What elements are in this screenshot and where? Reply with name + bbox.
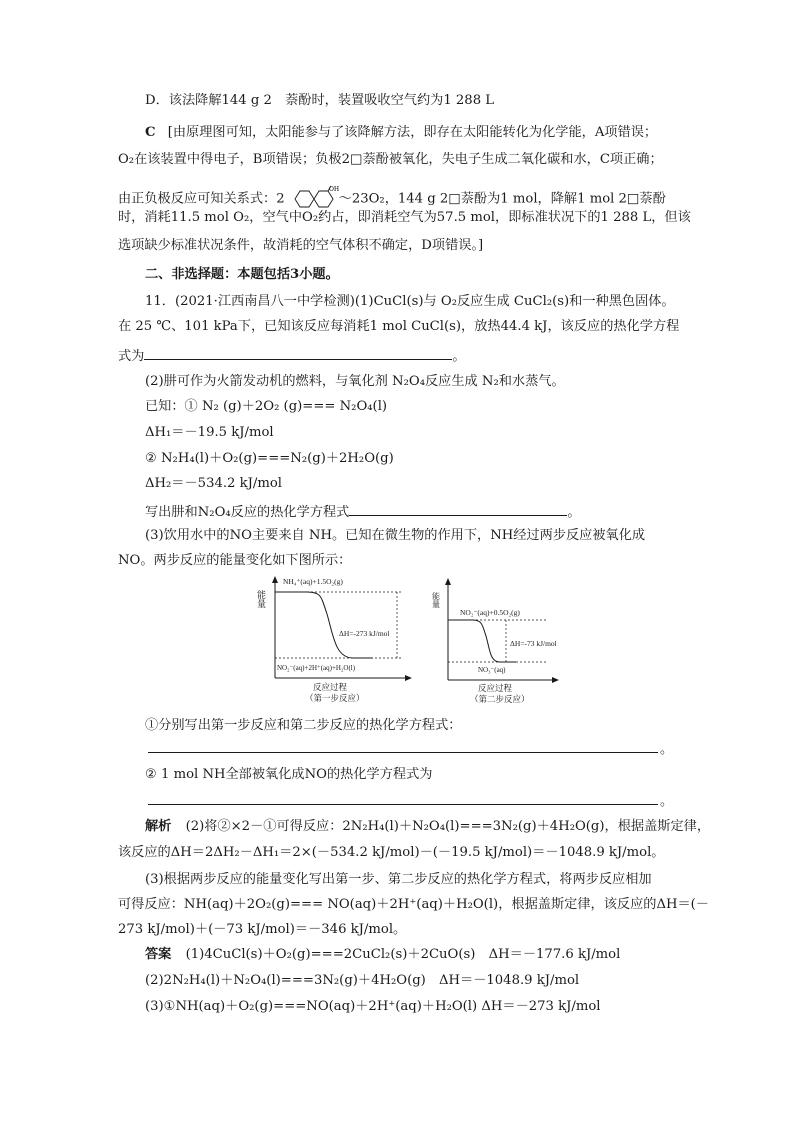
diagram1-top-label: NH₄⁺(aq)+1.5O₂(g) bbox=[283, 577, 343, 586]
analysis-text-1: (2)将②×2－①可得反应：2N₂H₄(l)＋N₂O₄(l)===3N₂(g)＋4H₂O(g)，根据盖斯定律， bbox=[185, 819, 711, 834]
diagram2-xlabel: 反应过程 bbox=[478, 683, 513, 693]
analysis-line-2: 该反应的ΔH＝2ΔH₂－ΔH₁＝2×(－534.2 kJ/mol)－(－19.5 kJ/mol)＝－1048.9 kJ/mol。 bbox=[118, 845, 665, 860]
q11-line-2: 在 25 ℃、101 kPa下，已知该反应每消耗1 mol CuCl(s)，放热44.4 kJ，该反应的热化学方程 bbox=[118, 319, 680, 334]
answer-line-2: (2)2N₂H₄(l)＋N₂O₄(l)===3N₂(g)＋4H₂O(g) ΔH＝－1048.9 kJ/mol bbox=[145, 973, 580, 988]
q2-write-line bbox=[145, 501, 715, 522]
diagram2-caption: （第二步反应） bbox=[470, 694, 530, 704]
sub-question-2: ② 1 mol NH全部被氧化成NO的热化学方程式为 bbox=[145, 767, 433, 782]
diagram2-x-arrow bbox=[552, 677, 559, 683]
sub2-period: 。 bbox=[660, 794, 674, 809]
q11-text-3b: 。 bbox=[452, 349, 466, 364]
answer-label: 答案 bbox=[145, 947, 172, 962]
diagram1-x-arrow bbox=[405, 675, 412, 681]
diagram1-ylabel: 能量 bbox=[256, 590, 266, 608]
section-title: 二、非选择题：本题包括3小题。 bbox=[145, 267, 339, 282]
diagram2-top-label: NO₂⁻(aq)+0.5O₂(g) bbox=[460, 608, 520, 617]
answer-blank-sub2[interactable] bbox=[148, 804, 658, 805]
energy-diagram-step-1 bbox=[255, 574, 415, 704]
answer-c-line-1 bbox=[145, 124, 715, 142]
diagram1-caption: （第一步反应） bbox=[305, 693, 365, 703]
answer-c-line-2: O₂在该装置中得电子，B项错误；负极2□萘酚被氧化，失电子生成二氧化碳和水，C项正确； bbox=[118, 152, 663, 167]
answer-c-line-4: 时，消耗11.5 mol O₂，空气中O₂约占，即消耗空气为57.5 mol，即标准状况下的1 288 L，但该 bbox=[118, 210, 691, 225]
q2-write-text: 写出肼和N₂O₄反应的热化学方程式 bbox=[145, 505, 350, 520]
diagram1-energy-curve bbox=[275, 592, 373, 658]
diagram2-ylabel: 能量 bbox=[431, 592, 441, 608]
answer-c-label: C bbox=[145, 125, 156, 140]
diagram1-bottom-label: NO₂⁻(aq)+2H⁺(aq)+H₂O(l) bbox=[277, 664, 356, 672]
diagram2-bottom-label: NO₃⁻(aq) bbox=[478, 666, 506, 674]
answer-c-text-3b: ～23O₂，144 g 2□萘酚为1 mol，降解1 mol 2□萘酚 bbox=[338, 191, 666, 207]
answer-c-text-3a: 由正负极反应可知关系式：2 bbox=[118, 191, 285, 207]
answer-blank-sub1[interactable] bbox=[148, 752, 658, 753]
q2-dh2: ΔH₂＝－534.2 kJ/mol bbox=[145, 476, 283, 491]
answer-text-1: (1)4CuCl(s)＋O₂(g)===2CuCl₂(s)＋2CuO(s) ΔH＝－177.6 kJ/mol bbox=[185, 947, 621, 962]
q3-line-2: NO。两步反应的能量变化如下图所示： bbox=[118, 553, 352, 568]
answer-blank-q2[interactable] bbox=[349, 501, 567, 516]
answer-line-3: (3)①NH(aq)＋O₂(g)===NO(aq)＋2H⁺(aq)＋H₂O(l) ΔH＝－273 kJ/mol bbox=[145, 999, 601, 1014]
q2-known: 已知：① N₂ (g)＋2O₂ (g)=== N₂O₄(l) bbox=[145, 399, 388, 414]
q11-line-3 bbox=[118, 345, 688, 366]
q2-eq2: ② N₂H₄(l)＋O₂(g)===N₂(g)＋2H₂O(g) bbox=[145, 451, 394, 466]
energy-diagram-step-2 bbox=[432, 578, 562, 704]
q2-write-period: 。 bbox=[567, 505, 581, 520]
diagram1-y-arrow bbox=[272, 576, 278, 583]
diagram1-dh-label: ΔH=-273 kJ/mol bbox=[339, 629, 390, 638]
q2-dh1: ΔH₁＝－19.5 kJ/mol bbox=[145, 425, 274, 440]
sub-question-1: ①分别写出第一步反应和第二步反应的热化学方程式： bbox=[145, 718, 462, 733]
q2-line-1: (2)肼可作为火箭发动机的燃料，与氧化剂 N₂O₄反应生成 N₂和水蒸气。 bbox=[145, 374, 565, 389]
sub1-period: 。 bbox=[660, 742, 674, 757]
answer-line-1 bbox=[145, 946, 715, 964]
analysis-line-5: 273 kJ/mol)＋(－73 kJ/mol)＝－346 kJ/mol。 bbox=[118, 922, 407, 937]
structure-oh-label: OH bbox=[328, 186, 339, 193]
q11-line-1: 11．(2021·江西南昌八一中学检测)(1)CuCl(s)与 O₂反应生成 CuCl₂(s)和一种黑色固体。 bbox=[145, 294, 675, 309]
q3-line-1: (3)饮用水中的NO主要来自 NH。已知在微生物的作用下，NH经过两步反应被氧化成 bbox=[145, 528, 646, 543]
diagram1-xlabel: 反应过程 bbox=[313, 682, 348, 692]
answer-c-text-1: [由原理图可知，太阳能参与了该降解方法，即存在太阳能转化为化学能，A项错误； bbox=[167, 125, 658, 140]
answer-c-line-5: 选项缺少标准状况条件，故消耗的空气体积不确定，D项错误。] bbox=[118, 238, 484, 253]
diagram2-dh-label: ΔH=-73 kJ/mol bbox=[510, 639, 557, 648]
analysis-line-3: (3)根据两步反应的能量变化写出第一步、第二步反应的热化学方程式，将两步反应相加 bbox=[145, 872, 652, 887]
analysis-line-1 bbox=[145, 818, 715, 836]
diagram2-y-arrow bbox=[445, 578, 451, 585]
q11-text-3a: 式为 bbox=[118, 349, 145, 364]
analysis-label: 解析 bbox=[145, 819, 172, 834]
option-d: D．该法降解144 g 2 萘酚时，装置吸收空气约为1 288 L bbox=[145, 93, 495, 108]
analysis-line-4: 可得反应：NH(aq)＋2O₂(g)=== NO(aq)＋2H⁺(aq)＋H₂O(l)，根据盖斯定律，该反应的ΔH＝(－ bbox=[118, 897, 709, 912]
answer-blank-q11[interactable] bbox=[144, 345, 452, 360]
